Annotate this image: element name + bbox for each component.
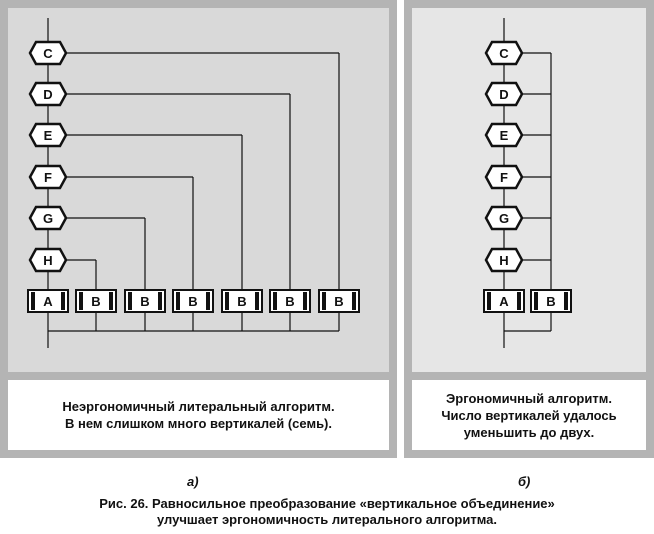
panel-a-action-3-bar-left — [176, 292, 180, 310]
panel-a-caption-line-1: Неэргономичный литеральный алгоритм. — [62, 399, 335, 414]
panel-a-node-d-label: D — [43, 87, 53, 102]
panel-b-node-g-label: G — [498, 211, 510, 226]
figure-caption-line-2: улучшает эргономичность литерального алгоритма. — [156, 512, 498, 527]
panel-b-action-1-bar-left — [534, 292, 538, 310]
panel-b-caption-line-2: Число вертикалей удалось — [441, 407, 617, 423]
panel-a-action-0 — [28, 290, 68, 312]
panel-a-caption-line-2: В нем слишком много вертикалей (семь). — [65, 416, 332, 431]
panel-b-action-0 — [484, 290, 524, 312]
panel-a-node-d — [30, 83, 66, 105]
panel-b-node-c-label: C — [499, 46, 509, 61]
panel-a-action-6-bar-left — [322, 292, 326, 310]
panel-a-node-h-label: H — [43, 253, 53, 268]
panel-a-action-4-label: B — [237, 294, 247, 309]
panel-b-node-f-label: F — [500, 170, 508, 185]
panel-b-node-e — [486, 124, 522, 146]
panel-b-node-h — [486, 249, 522, 271]
panel-a-action-1-bar-left — [79, 292, 83, 310]
panel-b-caption-line-1: Эргономичный алгоритм. — [446, 390, 612, 406]
panel-b-node-d — [486, 83, 522, 105]
panel-b-node-g — [486, 207, 522, 229]
panel-a-action-2-bar-left — [128, 292, 132, 310]
panel-a-action-3 — [173, 290, 213, 312]
figure-caption-line-1: Рис. 26. Равносильное преобразование «вертикальное объединение» — [99, 496, 555, 511]
panel-b-caption-line-3: уменьшить до двух. — [463, 424, 595, 440]
panel-a-action-4 — [222, 290, 262, 312]
panel-b-action-0-label: A — [499, 294, 509, 309]
panel-a-action-1 — [76, 290, 116, 312]
panel-a-action-2-bar-right — [158, 292, 162, 310]
panel-a-action-4-bar-right — [255, 292, 259, 310]
panel-a-node-f-label: F — [44, 170, 52, 185]
panel-a-node-f — [30, 166, 66, 188]
panel-a-node-g-label: G — [42, 211, 54, 226]
panel-b-action-0-bar-left — [487, 292, 491, 310]
panel-a-node-h — [30, 249, 66, 271]
panel-b-node-h-label: H — [499, 253, 509, 268]
panel-a-action-5-bar-right — [303, 292, 307, 310]
panel-a-action-2 — [125, 290, 165, 312]
panel-a-action-5-label: B — [285, 294, 295, 309]
panel-a-node-c-label: C — [43, 46, 53, 61]
panel-a-action-1-label: B — [91, 294, 101, 309]
panel-b-action-1-label: B — [546, 294, 556, 309]
panel-b-node-f — [486, 166, 522, 188]
panel-b-action-0-bar-right — [517, 292, 521, 310]
panel-a-action-6-label: B — [334, 294, 344, 309]
panel-a-action-5-bar-left — [273, 292, 277, 310]
panel-a-action-3-bar-right — [206, 292, 210, 310]
panel-b-action-1 — [531, 290, 571, 312]
panel-a-action-2-label: B — [140, 294, 150, 309]
panel-a-node-g — [30, 207, 66, 229]
panel-a-node-e — [30, 124, 66, 146]
panel-a-action-0-bar-right — [61, 292, 65, 310]
sub-label-a: а) — [187, 474, 199, 489]
panel-a-action-4-bar-left — [225, 292, 229, 310]
figure-caption — [0, 496, 654, 528]
panel-b-node-e-label: E — [499, 128, 509, 143]
panel-a-action-5 — [270, 290, 310, 312]
panel-a-action-6 — [319, 290, 359, 312]
panel-a-action-6-bar-right — [352, 292, 356, 310]
panel-a-action-1-bar-right — [109, 292, 113, 310]
panel-b-action-1-bar-right — [564, 292, 568, 310]
panel-b-node-d-label: D — [499, 87, 509, 102]
panel-a-node-e-label: E — [43, 128, 53, 143]
panel-a-action-3-label: B — [188, 294, 198, 309]
panel-b-node-c — [486, 42, 522, 64]
sub-label-b: б) — [518, 474, 531, 489]
panel-a-action-0-bar-left — [31, 292, 35, 310]
panel-a-action-0-label: A — [43, 294, 53, 309]
panel-a-node-c — [30, 42, 66, 64]
